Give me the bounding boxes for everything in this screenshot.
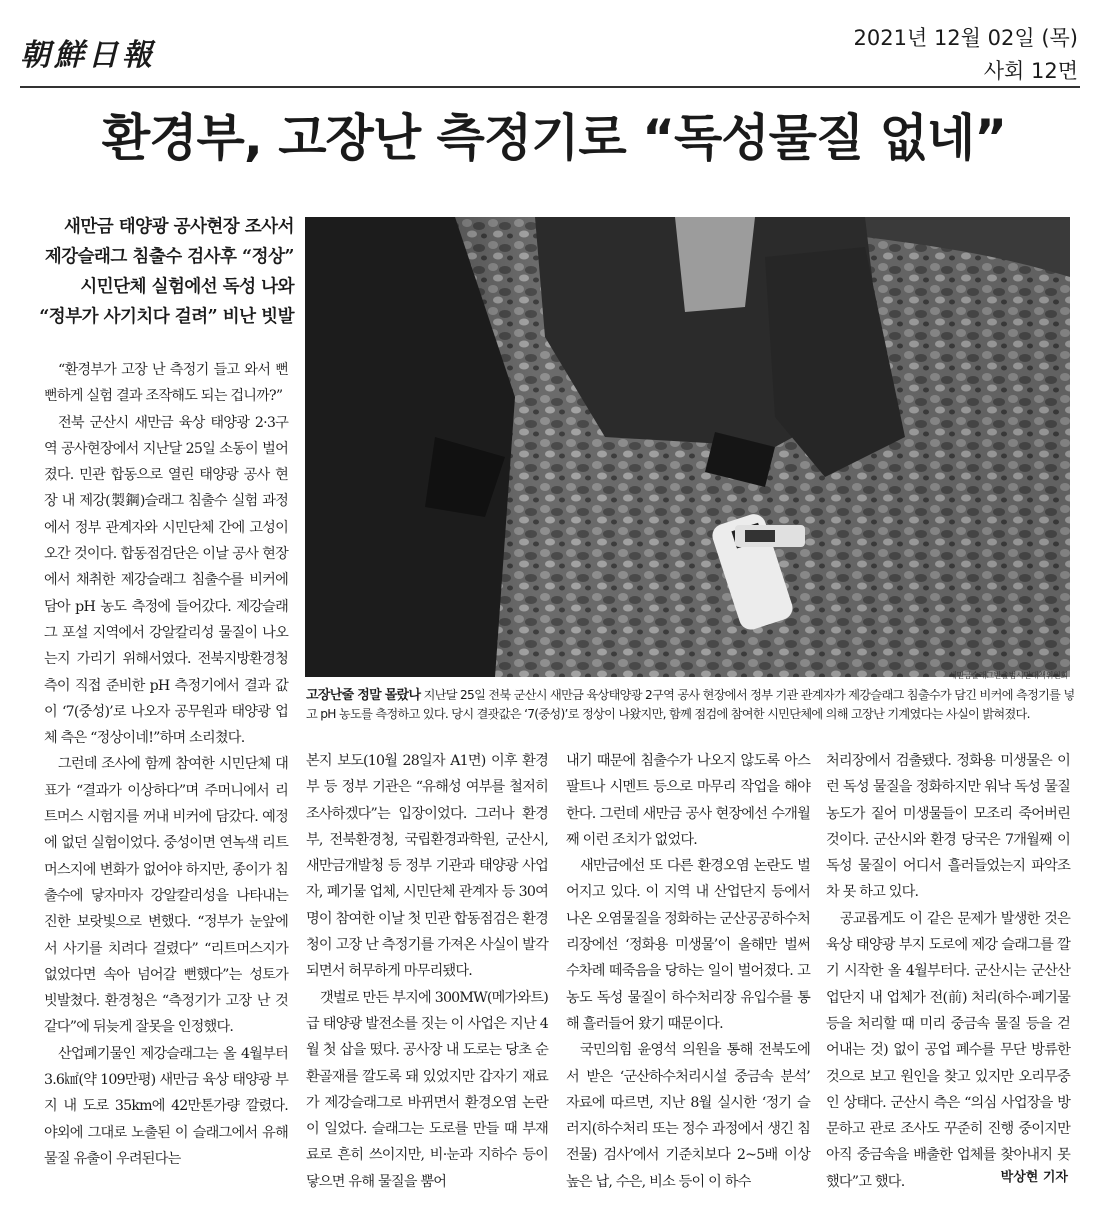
headline: 환경부, 고장난 측정기로 “독성물질 없네” — [101, 109, 1007, 167]
paragraph: 국민의힘 윤영석 의원을 통해 전북도에서 받은 ‘군산하수처리시설 중금속 분석’ 자료에 따르면, 지난 8월 실시한 ‘정기 슬러지(하수처리 또는 정수 과정에서 생긴 침전물) 검사’에서 기준치보다 2~5배 이상 높은 납, 수은, 비소 등이 이 하수 — [566, 1042, 810, 1190]
photo-scene-image — [305, 217, 1070, 677]
newspaper-masthead: 朝鮮日報 — [20, 38, 156, 73]
photo-caption — [306, 686, 1076, 724]
paragraph: 갯벌로 만든 부지에 300MW(메가와트)급 태양광 발전소를 짓는 이 사업은 지난 4월 첫 삽을 떴다. 공사장 내 도로는 당초 순환골재를 깔도록 돼 있었지만 갑자기 재료가 제강슬래그로 바뀌면서 환경오염 논란이 일었다. 슬래그는 도로를 만들 때 부재료로 흔히 쓰이지만, 비·눈과 지하수 등이 닿으면 유해 물질을 뿜어 — [306, 989, 548, 1190]
paragraph: 산업폐기물인 제강슬래그는 올 4월부터 3.6㎢(약 109만평) 새만금 육상 태양광 부지 내 도로 35km에 42만톤가량 깔렸다. 야외에 그대로 노출된 이 슬래그에서 유해 물질 유출이 우려된다는 — [44, 1045, 288, 1167]
paragraph: 공교롭게도 이 같은 문제가 발생한 것은 육상 태양광 부지 도로에 제강 슬래그를 깔기 시작한 올 4월부터다. 군산시는 군산산업단지 내 업체가 전(前) 처리(하수·폐기물 등을 처리할 때 미리 중금속 물질 등을 걷어내는 것) 없이 공업 폐수를 무단 방류한 것으로 보고 원인을 찾고 있지만 오리무중인 상태다. 군산시 측은 “의심 사업장을 방문하고 관로 조사도 꾸준히 진행 중이지만 아직 중금속을 배출한 업체를 찾아내지 못했다”고 했다. — [826, 910, 1070, 1190]
article-column-4 — [826, 748, 1070, 1195]
news-photo — [305, 217, 1070, 677]
subheadline-line: 새만금 태양광 공사현장 조사서 — [63, 217, 294, 237]
caption-title: 고장난줄 정말 몰랐나 — [306, 688, 421, 703]
paragraph: “환경부가 고장 난 측정기 들고 와서 뻔뻔하게 실험 결과 조작해도 되는 겁니까?” — [44, 362, 288, 405]
article-column-3 — [566, 748, 810, 1195]
paragraph: 본지 보도(10월 28일자 A1면) 이후 환경부 등 정부 기관은 “유해성 여부를 철저히 조사하겠다”는 입장이었다. 그러나 환경부, 전북환경청, 국립환경과학원, 군산시, 새만금개발청 등 정부 기관과 태양광 사업자, 폐기물 업체, 시민단체 관계자 등 30여 명이 참여한 이날 첫 민관 합동점검은 환경청이 고장 난 측정기를 가져온 사실이 발각되면서 허무하게 마무리됐다. — [306, 753, 548, 980]
photo-credit: 새만금슬래그반출범시민대책위원회 — [949, 671, 1068, 680]
article-column-1 — [44, 357, 288, 1172]
paragraph: 그런데 조사에 함께 참여한 시민단체 대표가 “결과가 이상하다”며 주머니에서 리트머스 시험지를 꺼내 비커에 담갔다. 예정에 없던 실험이었다. 중성이면 연녹색 리트머스지에 변화가 없어야 하지만, 종이가 침출수에 닿자마자 강알칼리성을 나타내는 진한 보랏빛으로 변했다. “정부가 눈앞에서 사기를 치려다 걸렸다” “리트머스지가 없었다면 속아 넘어갈 뻔했다”는 성토가 빗발쳤다. 환경청은 “측정기가 고장 난 것 같다”에 뒤늦게 잘못을 인정했다. — [44, 756, 288, 1036]
publication-date: 2021년 12월 02일 (목) — [853, 26, 1078, 50]
byline: 박상현 기자 — [1000, 1170, 1068, 1185]
paragraph: 새만금에선 또 다른 환경오염 논란도 벌어지고 있다. 이 지역 내 산업단지 등에서 나온 오염물질을 정화하는 군산공공하수처리장에선 ‘정화용 미생물’이 올해만 벌써 수차례 떼죽음을 당하는 일이 벌어졌다. 고농도 독성 물질이 하수처리장 유입수를 통해 흘러들어 왔기 때문이다. — [566, 858, 810, 1032]
caption-text: 지난달 25일 전북 군산시 새만금 육상태양광 2구역 공사 현장에서 정부 기관 관계자가 제강슬래그 침출수가 담긴 비커에 측정기를 넣고 pH 농도를 측정하고 있다. 당시 결괏값은 ‘7(중성)’로 정상이 나왔지만, 함께 점검에 참여한 시민단체에 의해 고장난 기계였다는 사실이 밝혀졌다. — [306, 688, 1075, 721]
paragraph: 처리장에서 검출됐다. 정화용 미생물은 이런 독성 물질을 정화하지만 워낙 독성 물질 농도가 짙어 미생물들이 모조리 죽어버린 것이다. 군산시와 환경 당국은 7개월째 이 독성 물질이 어디서 흘러들었는지 파악조차 못 하고 있다. — [826, 753, 1070, 901]
subheadline-line: 제강슬래그 침출수 검사후 “정상” — [44, 247, 294, 267]
article-column-2 — [306, 748, 548, 1195]
subheadline-line: “정부가 사기치다 걸려” 비난 빗발 — [39, 307, 294, 327]
paragraph: 전북 군산시 새만금 육상 태양광 2·3구역 공사현장에서 지난달 25일 소동이 벌어졌다. 민관 합동으로 열린 태양광 공사 현장 내 제강(製鋼)슬래그 침출수 실험 과정에서 정부 관계자와 시민단체 간에 고성이 오간 것이다. 합동점검단은 이날 공사 현장에서 채취한 제강슬래그 침출수를 비커에 담아 pH 농도 측정에 들어갔다. 제강슬래그 포설 지역에서 강알칼리성 물질이 나오는지 가리기 위해서였다. 전북지방환경청 측이 직접 준비한 pH 측정기에서 결과 값이 ‘7(중성)’로 나오자 공무원과 태양광 업체 측은 “정상이네!”하며 소리쳤다. — [44, 414, 288, 747]
subheadline-line: 시민단체 실험에선 독성 나와 — [80, 277, 294, 297]
paragraph: 내기 때문에 침출수가 나오지 않도록 아스팔트나 시멘트 등으로 마무리 작업을 해야 한다. 그런데 새만금 공사 현장에선 수개월째 이런 조치가 없었다. — [566, 753, 810, 848]
subheadline — [34, 212, 294, 332]
section-page: 사회 12면 — [983, 59, 1078, 83]
header-divider — [20, 86, 1080, 88]
